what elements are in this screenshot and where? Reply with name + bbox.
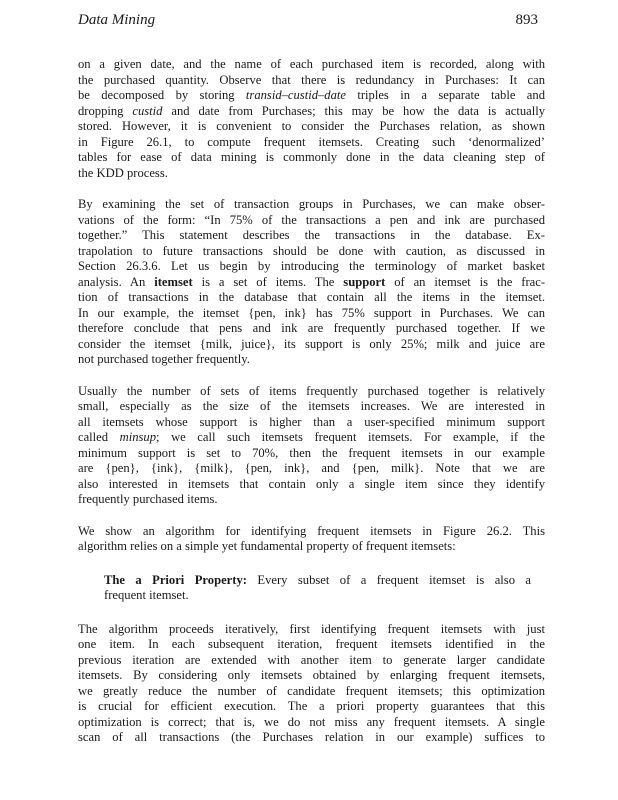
page-number: 893 <box>515 12 538 28</box>
text-line: previous iteration are extended with another item to generate larger candidate <box>78 652 545 667</box>
text-line: one item. In each subsequent iteration, frequent itemsets identified in the <box>78 637 545 651</box>
text-line: The a Priori Property: Every subset of a frequent itemset is also a <box>104 572 532 587</box>
text-line: minimum support is set to 70%, then the frequent itemsets in our example <box>78 445 545 460</box>
text-line: consider the itemset {milk, juice}, its support is only 25%; milk and juice are <box>78 336 545 351</box>
paragraph <box>78 384 545 508</box>
text-line: dropping custid and date from Purchases; this may be how the data is actually <box>78 103 545 118</box>
text-line: frequently purchased items. <box>78 492 218 506</box>
text-line: we greatly reduce the number of candidate frequent itemsets; this optimization <box>78 683 545 698</box>
text-line: Section 26.3.6. Let us begin by introducing the terminology of market basket <box>78 259 545 273</box>
paragraph <box>78 524 545 555</box>
text-line: trapolation to future transactions should be done with caution, as discussed in <box>78 243 545 258</box>
text-line: vations of the form: “In 75% of the transactions a pen and ink are purchased <box>78 212 545 227</box>
text-line: are {pen}, {ink}, {milk}, {pen, ink}, and {pen, milk}. Note that we are <box>78 461 545 475</box>
text-line: frequent itemset. <box>104 588 189 602</box>
text-line: small, especially as the size of the itemsets increases. We are interested in <box>78 399 545 413</box>
text-line: In our example, the itemset {pen, ink} has 75% support in Purchases. We can <box>78 305 545 320</box>
text-line: also interested in itemsets that contain only a single item since they identify <box>78 476 545 491</box>
text-line: not purchased together frequently. <box>78 352 250 366</box>
paragraph <box>78 57 545 181</box>
body-text <box>78 57 545 762</box>
text-line: therefore conclude that pens and ink are frequently purchased together. If we <box>78 321 545 335</box>
text-line: the KDD process. <box>78 165 168 180</box>
text-line: all itemsets whose support is higher than a user-specified minimum support <box>78 414 545 429</box>
paragraph <box>78 197 545 368</box>
text-line: is crucial for efficient execution. The a priori property guarantees that this <box>78 699 545 713</box>
text-line: By examining the set of transaction groups in Purchases, we can make obser- <box>78 197 545 211</box>
paragraph <box>78 622 545 746</box>
text-line: analysis. An itemset is a set of items. The support of an itemset is the frac- <box>78 274 546 289</box>
text-line: stored. However, it is convenient to consider the Purchases relation, as shown <box>78 119 545 133</box>
text-line: together.” This statement describes the transactions in the database. Ex- <box>78 228 545 242</box>
text-line: in Figure 26.1, to compute frequent itemsets. Creating such ‘denormalized’ <box>78 134 545 149</box>
text-line: called minsup; we call such itemsets frequent itemsets. For example, if the <box>78 430 545 444</box>
text-line: tables for ease of data mining is commonly done in the data cleaning step of <box>78 150 545 164</box>
text-line: on a given date, and the name of each purchased item is recorded, along with <box>78 57 545 71</box>
text-line: The algorithm proceeds iteratively, first identifying frequent itemsets with just <box>78 621 545 636</box>
running-header <box>78 12 538 34</box>
text-line: Usually the number of sets of items frequently purchased together is relatively <box>78 383 545 398</box>
a-priori-property <box>104 573 531 604</box>
text-line: We show an algorithm for identifying frequent itemsets in Figure 26.2. This <box>78 523 545 538</box>
chapter-title: Data Mining <box>78 12 156 28</box>
text-line: algorithm relies on a simple yet fundamental property of frequent itemsets: <box>78 539 456 553</box>
text-line: be decomposed by storing transid–custid–date triples in a separate table and <box>78 88 545 102</box>
text-line: itemsets. By considering only itemsets obtained by enlarging frequent itemsets, <box>78 668 545 682</box>
text-line: scan of all transactions (the Purchases relation in our example) suffices to <box>78 730 545 744</box>
text-line: tion of transactions in the database that contain all the items in the itemset. <box>78 290 545 304</box>
text-line: the purchased quantity. Observe that there is redundancy in Purchases: It can <box>78 72 545 87</box>
text-line: optimization is correct; that is, we do not miss any frequent itemsets. A single <box>78 714 545 729</box>
